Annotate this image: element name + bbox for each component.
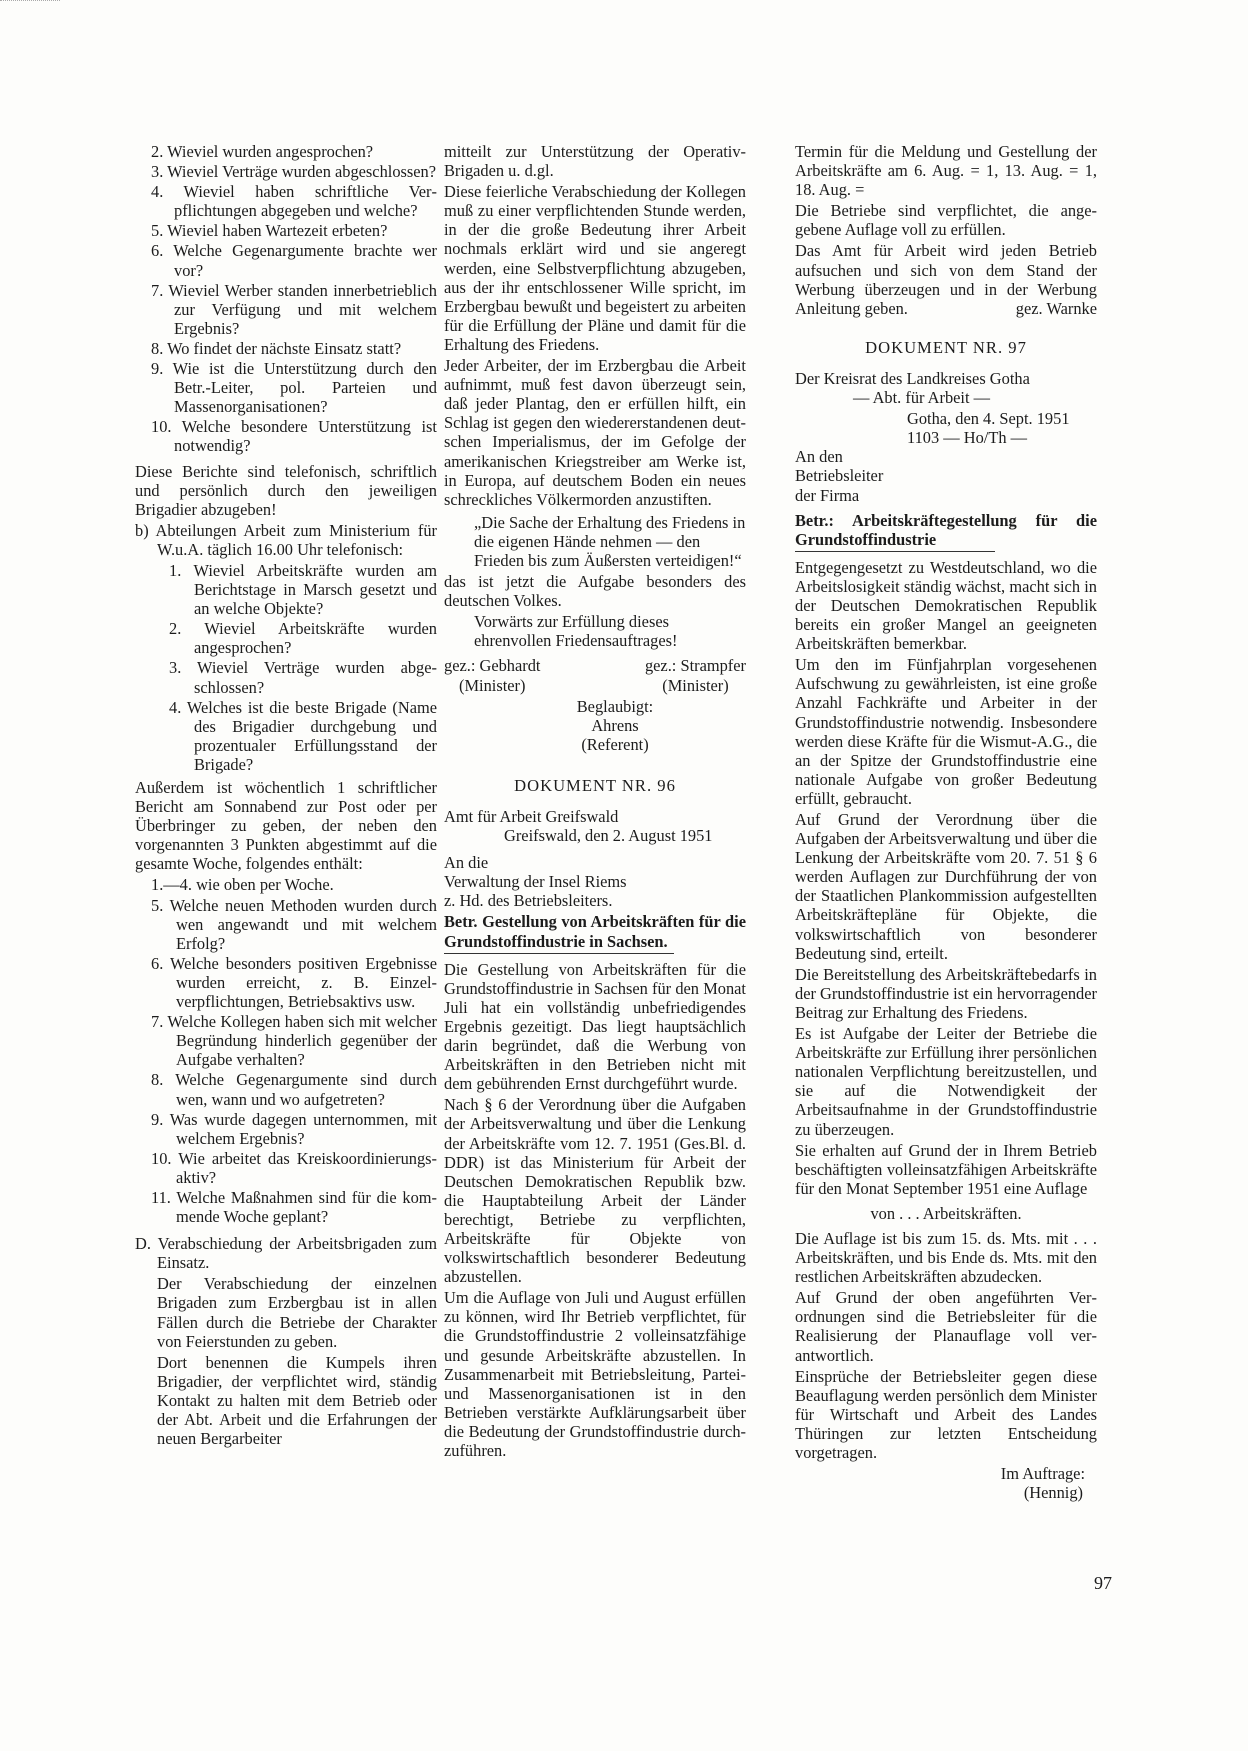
d97-signature-label: Im Auftrage: bbox=[1000, 1464, 1085, 1484]
signature-row bbox=[444, 656, 746, 694]
list-item-number: 6. bbox=[151, 953, 164, 973]
heading-dokument-97: DOKUMENT NR. 97 bbox=[865, 337, 1027, 357]
paragraph-termin: Termin für die Meldung und Gestellung der Arbeitskräfte am 6. Aug. = 1, 13. Aug. = 1, 18. Aug. = bbox=[795, 142, 1097, 200]
paragraph-betriebe: Die Betriebe sind verpflichtet, die angegebene Auflage voll zu erfüllen. bbox=[795, 201, 1097, 240]
list-item-number: 4. bbox=[169, 697, 182, 717]
report-questions-list bbox=[135, 142, 437, 456]
quote: „Die Sache der Erhaltung des Friedens in die eigenen Hände nehmen — den Frieden bis zum Äußersten verteidigen!“ bbox=[474, 512, 746, 570]
d96-paragraph-1: Die Gestellung von Arbeitskräften für die Grundstoffindustrie in Sachsen für den Monat Juli hat ein vollständig unbefriedigendes Ergebnis gezeitigt. Das liegt hauptsächlich darin begründet, daß die Werbung von Arbeitskräften in den Betrieben nicht mit dem gebührenden Ernst durchgeführt wurde. bbox=[444, 959, 746, 1094]
signature-name: Ahrens bbox=[591, 715, 639, 735]
list-item bbox=[151, 162, 437, 181]
signature-ahrens bbox=[484, 697, 746, 754]
list-item-text: Wieviel Verträge wurden abgeschlossen? bbox=[167, 162, 437, 182]
list-item-number: 2. bbox=[169, 619, 182, 639]
d96-sender: Amt für Arbeit Greifswald bbox=[444, 807, 619, 826]
list-item-text: Wieviel Werber standen innerbetrieblich zur Verfügung und mit welchem Ergebnis? bbox=[168, 280, 437, 338]
list-item bbox=[169, 698, 437, 774]
signature-name: gez.: Strampfer bbox=[644, 656, 746, 676]
list-item bbox=[151, 1149, 437, 1187]
list-item-text: Welche Gegenargumente brachte wer vor? bbox=[173, 241, 437, 280]
list-item bbox=[169, 561, 437, 618]
d96-address-1: An die bbox=[444, 853, 489, 873]
list-item-text: Welche besondere Unterstützung ist notwendig? bbox=[174, 417, 437, 456]
list-item-number: 4. bbox=[151, 182, 164, 202]
list-item-text: Welche Maßnahmen sind für die kommende Woche geplant? bbox=[176, 1187, 437, 1227]
subject-underline bbox=[444, 953, 674, 954]
list-item bbox=[151, 142, 437, 161]
signature-label: Beglaubigt: bbox=[576, 696, 654, 716]
signature-strampfer bbox=[645, 656, 746, 694]
signature-role: (Referent) bbox=[581, 734, 649, 754]
d97-reference: 1103 — Ho/Th — bbox=[907, 428, 1028, 448]
d97-sender: Der Kreisrat des Landkreises Gotha bbox=[795, 368, 1030, 388]
column-1 bbox=[135, 142, 437, 1450]
list-item-number: 10. bbox=[151, 417, 172, 437]
paragraph-d: D. Verabschiedung der Arbeitsbrigaden zum Einsatz. bbox=[135, 1234, 437, 1273]
d97-paragraph-1: Entgegengesetzt zu Westdeutschland, wo die Arbeitslosigkeit ständig wächst, macht sich in der Deutschen Demokratischen Republik bereits ein großer Mangel an geeigneten Arbeitskräften bemerkbar. bbox=[795, 557, 1097, 654]
list-item-text: Was wurde dagegen unternommen, mit welchem Ergebnis? bbox=[169, 1109, 437, 1148]
list-item-number: 8. bbox=[151, 338, 164, 358]
list-item bbox=[151, 339, 437, 358]
paragraph-amt-text: Das Amt für Arbeit wird jeden Betrieb aufsuchen und sich von dem Stand der Werbung überzeugen und in der Werbung Anleitung geben. bbox=[795, 241, 1097, 318]
paragraph-2: Diese feierliche Verabschiedung der Kollegen muß zu einer verpflichtenden Stunde werden, in der die große Bedeutung ihrer Arbeit nochmals erklärt wird und sie angeregt werden, eine Selbstverpflichtung abzugeben, aus der ihr entschlossener Wille spricht, im Erzbergbau bewußt und begeistert zu arbeiten für die Erfüllung der Pläne und damit für die Erhaltung des Friedens. bbox=[444, 182, 746, 354]
paragraph-1: mitteilt zur Unterstützung der Operativ-Brigaden u. d.gl. bbox=[444, 142, 746, 181]
d97-paragraph-9: Auf Grund der oben angeführten Verordnungen sind die Betriebsleiter für die Realisierung der Planauflage voll verantwortlich. bbox=[795, 1288, 1097, 1365]
list-item-number: 9. bbox=[151, 1109, 164, 1129]
d96-date: Greifswald, den 2. August 1951 bbox=[504, 826, 713, 846]
list-item bbox=[151, 896, 437, 953]
list-item-number: 1. bbox=[169, 560, 182, 580]
list-item-number: 3. bbox=[169, 658, 182, 678]
d96-address-3: z. Hd. des Betriebsleiters. bbox=[444, 891, 613, 911]
paragraph-d1: Der Verabschiedung der einzelnen Brigaden zum Erzbergbau ist in allen Fällen durch die Betriebe der Charakter von Feierstunden zu geben. bbox=[157, 1274, 437, 1351]
list-item bbox=[151, 954, 437, 1011]
list-item bbox=[151, 875, 437, 894]
d97-paragraph-7: von . . . Arbeitskräften. bbox=[870, 1203, 1022, 1223]
d97-paragraph-4: Die Bereitstellung des Arbeitskräftebedarfs in der Grundstoffindustrie ist ein hervorragender Beitrag zur Erhaltung des Friedens. bbox=[795, 964, 1097, 1022]
paragraph-5: Vorwärts zur Erfüllung dieses ehrenvollen Friedensauftrages! bbox=[474, 612, 678, 651]
paragraph-amt bbox=[795, 241, 1097, 317]
list-item bbox=[151, 1070, 437, 1108]
list-item-number: 10. bbox=[151, 1148, 172, 1168]
page-corner-mark bbox=[0, 0, 60, 21]
d96-paragraph-2: Nach § 6 der Verordnung über die Aufgaben der Arbeitsverwaltung und über die Lenkung der Arbeitskräfte vom 12. 7. 1951 (Ges.Bl. d. DDR) ist das Ministerium für Arbeit der Deutschen Demokratischen Republik bzw. die Hauptabteilung Arbeit der Länder berechtigt, Betriebe zu verpflichten, Arbeitskräfte für Objekte von volkswirtschaftlich besonderer Bedeutung abzustellen. bbox=[444, 1095, 746, 1287]
list-item-text: Wieviel haben schriftliche Verpflichtungen abgegeben und welche? bbox=[174, 182, 437, 221]
list-item-text: Wo findet der nächste Einsatz statt? bbox=[167, 338, 402, 358]
list-item-text: Wie arbeitet das Kreiskoordinierungsaktiv? bbox=[176, 1148, 437, 1187]
d97-subject: Betr.: Arbeitskräftegestellung für die Grundstoffindustrie bbox=[795, 510, 1097, 549]
list-item-text: Wieviel Arbeitskräfte wurden am Berichtstage in Marsch gesetzt und an welche Objekte? bbox=[193, 560, 437, 619]
list-item bbox=[151, 1188, 437, 1226]
list-item bbox=[169, 619, 437, 657]
list-item-number: 8. bbox=[151, 1070, 164, 1090]
paragraph-d2: Dort benennen die Kumpels ihren Brigadier, der verpflichtet wird, ständig Kontakt zu halten mit dem Betrieb oder der Abt. Arbeit und die Erfahrungen der neuen Bergarbeiter bbox=[157, 1352, 437, 1449]
list-item-number: 5. bbox=[151, 895, 164, 915]
list-item-text: wie oben per Woche. bbox=[196, 875, 334, 895]
d96-address-2: Verwaltung der Insel Riems bbox=[444, 872, 627, 892]
list-item bbox=[151, 241, 437, 279]
paragraph-3: Jeder Arbeiter, der im Erzbergbau die Arbeit aufnimmt, muß fest davon überzeugt sein, daß jeder Plantag, den er erfüllen hilft, ein Schlag ist gegen den wiedererstandenen deutschen Imperialismus, der im Gefolge der amerikanischen Kriegstreiber am Werke ist, in Europa, auf deutschem Boden ein neues schreckliches Völkermorden anzustiften. bbox=[444, 356, 746, 509]
d96-subject: Betr. Gestellung von Arbeitskräften für die Grundstoffindustrie in Sachsen. bbox=[444, 912, 746, 951]
page-number: 97 bbox=[1094, 1573, 1112, 1593]
list-item bbox=[151, 1110, 437, 1148]
list-item bbox=[151, 417, 437, 455]
d97-paragraph-5: Es ist Aufgabe der Leiter der Betriebe die Arbeitskräfte zur Erfüllung ihrer persönlichen nationalen Verpflichtung bereitzustellen, und sie auf die Notwendigkeit der Arbeitsaufnahme in der Grundstoffindustrie zu überzeugen. bbox=[795, 1024, 1097, 1139]
list-item-number: 9. bbox=[151, 359, 164, 379]
signature-gebhardt bbox=[444, 656, 540, 694]
d97-address-3: der Firma bbox=[795, 485, 860, 505]
paragraph-4: das ist jetzt die Aufgabe besonders des deutschen Volkes. bbox=[444, 572, 746, 611]
list-item bbox=[151, 359, 437, 416]
list-item-text: Wie ist die Unterstützung durch den Betr.-Leiter, pol. Parteien und Massenorganisationen? bbox=[172, 359, 437, 417]
signature-name: gez.: Gebhardt bbox=[444, 656, 541, 676]
list-item-number: 7. bbox=[151, 280, 164, 300]
list-item-number: 3. bbox=[151, 162, 164, 182]
list-item-number: 11. bbox=[151, 1187, 171, 1207]
list-item bbox=[151, 281, 437, 338]
signature-warnke: gez. Warnke bbox=[1015, 298, 1097, 318]
list-item bbox=[151, 221, 437, 240]
column-2 bbox=[444, 142, 746, 1462]
list-item-text: Wieviel Arbeitskräfte wurden angesprochen? bbox=[194, 619, 437, 658]
heading-dokument-96: DOKUMENT NR. 96 bbox=[514, 775, 676, 795]
d97-address-2: Betriebsleiter bbox=[795, 466, 884, 486]
d97-address-1: An den bbox=[795, 447, 843, 467]
list-item bbox=[151, 182, 437, 220]
list-item-text: Wieviel wurden angesprochen? bbox=[167, 142, 374, 161]
list-item-text: Wieviel haben Wartezeit erbeten? bbox=[167, 221, 388, 241]
weekly-report-list bbox=[135, 875, 437, 1226]
list-item-text: Welche besonders positiven Ergebnisse wurden erreicht, z. B. Einzelverpflichtungen, Betriebsaktivs usw. bbox=[170, 953, 437, 1012]
signature-role: (Minister) bbox=[662, 675, 729, 695]
d97-paragraph-10: Einsprüche der Betriebsleiter gegen diese Beauflagung werden persönlich dem Minister für Wirtschaft und Arbeit des Landes Thüringen zur letzten Entscheidung vorgetragen. bbox=[795, 1366, 1097, 1462]
paragraph-ausserdem: Außerdem ist wöchentlich 1 schriftlicher Bericht am Sonnabend zur Post oder per Überbringer zu geben, der neben den vorgenannten 3 Punkten abgestimmt auf die gesamte Woche, folgendes enthält: bbox=[135, 778, 437, 874]
list-item bbox=[169, 658, 437, 696]
list-item-number: 6. bbox=[151, 241, 164, 261]
d97-paragraph-2: Um den im Fünfjahrplan vorgesehenen Aufschwung zu gewährleisten, ist eine große Anzahl Fachkräfte und Arbeiter in der Grundstoffindustrie notwendig. Insbesondere werden diese Kräfte für die Wismut-A.G., die an der Spitze der Grundstoffindustrie eine nationale Aufgabe von großer Bedeutung erfüllt, gebraucht. bbox=[795, 655, 1097, 808]
list-item-text: Welche Gegenargumente sind durch wen, wann und wo aufgetreten? bbox=[175, 1070, 437, 1109]
d97-date: Gotha, den 4. Sept. 1951 bbox=[907, 409, 1070, 429]
ministry-questions-list bbox=[135, 561, 437, 774]
d97-signature-name: (Hennig) bbox=[1023, 1483, 1083, 1503]
list-item-number: 1.—4. bbox=[151, 875, 192, 895]
list-item-number: 2. bbox=[151, 142, 164, 161]
signature-role: (Minister) bbox=[459, 675, 526, 695]
column-3 bbox=[795, 142, 1097, 1502]
list-item bbox=[151, 1012, 437, 1069]
list-item-text: Welche neuen Methoden wurden durch wen angewandt und mit welchem Erfolg? bbox=[169, 895, 437, 953]
d97-department: — Abt. für Arbeit — bbox=[853, 388, 991, 408]
list-item-text: Wieviel Verträge wurden abgeschlossen? bbox=[194, 658, 437, 697]
d96-paragraph-3: Um die Auflage von Juli und August erfüllen zu können, wird Ihr Betrieb verpflichtet, für die Grundstoffindustrie 2 volleinsatzfähige und gesunde Arbeitskräfte abzustellen. In Zusammenarbeit mit Betriebsleitung, Partei- und Massenorganisationen ist in den Betrieben verstärkte Aufklärungsarbeit über die Bedeutung der Grundstoffindustrie durchzuführen. bbox=[444, 1288, 746, 1460]
list-item-text: Welche Kollegen haben sich mit welcher Begründung hinderlich gegenüber der Aufgabe verhalten? bbox=[167, 1012, 437, 1070]
paragraph-berichte: Diese Berichte sind telefonisch, schriftlich und persönlich durch den jeweiligen Brigadier abzugeben! bbox=[135, 461, 437, 519]
list-item-number: 5. bbox=[151, 221, 164, 241]
paragraph-b: b) Abteilungen Arbeit zum Ministerium für W.u.A. täglich 16.00 Uhr telefonisch: bbox=[135, 520, 437, 559]
list-item-number: 7. bbox=[151, 1012, 164, 1032]
d97-paragraph-8: Die Auflage ist bis zum 15. ds. Mts. mit . . . Arbeitskräften, und bis Ende ds. Mts. mit den restlichen Arbeitskräften abzudecken. bbox=[795, 1228, 1097, 1287]
list-item-text: Welches ist die beste Brigade (Name des Brigadier durchgebung und prozentualer Erfüllungsstand der Brigade? bbox=[186, 697, 437, 774]
d97-paragraph-3: Auf Grund der Verordnung über die Aufgaben der Arbeitsverwaltung und über die Lenkung der Arbeitskräfte vom 20. 7. 51 § 6 werden Auflagen zur Durchführung der von der Staatlichen Plankommission aufgestellten Arbeitskräftepläne für Objekte, die volkswirtschaftlich von besonderer Bedeutung sind, erteilt. bbox=[795, 810, 1097, 963]
subject-underline bbox=[795, 551, 995, 552]
d97-paragraph-6: Sie erhalten auf Grund der in Ihrem Betrieb beschäftigten volleinsatzfähigen Arbeitskräfte für den Monat September 1951 eine Auflage bbox=[795, 1140, 1097, 1198]
